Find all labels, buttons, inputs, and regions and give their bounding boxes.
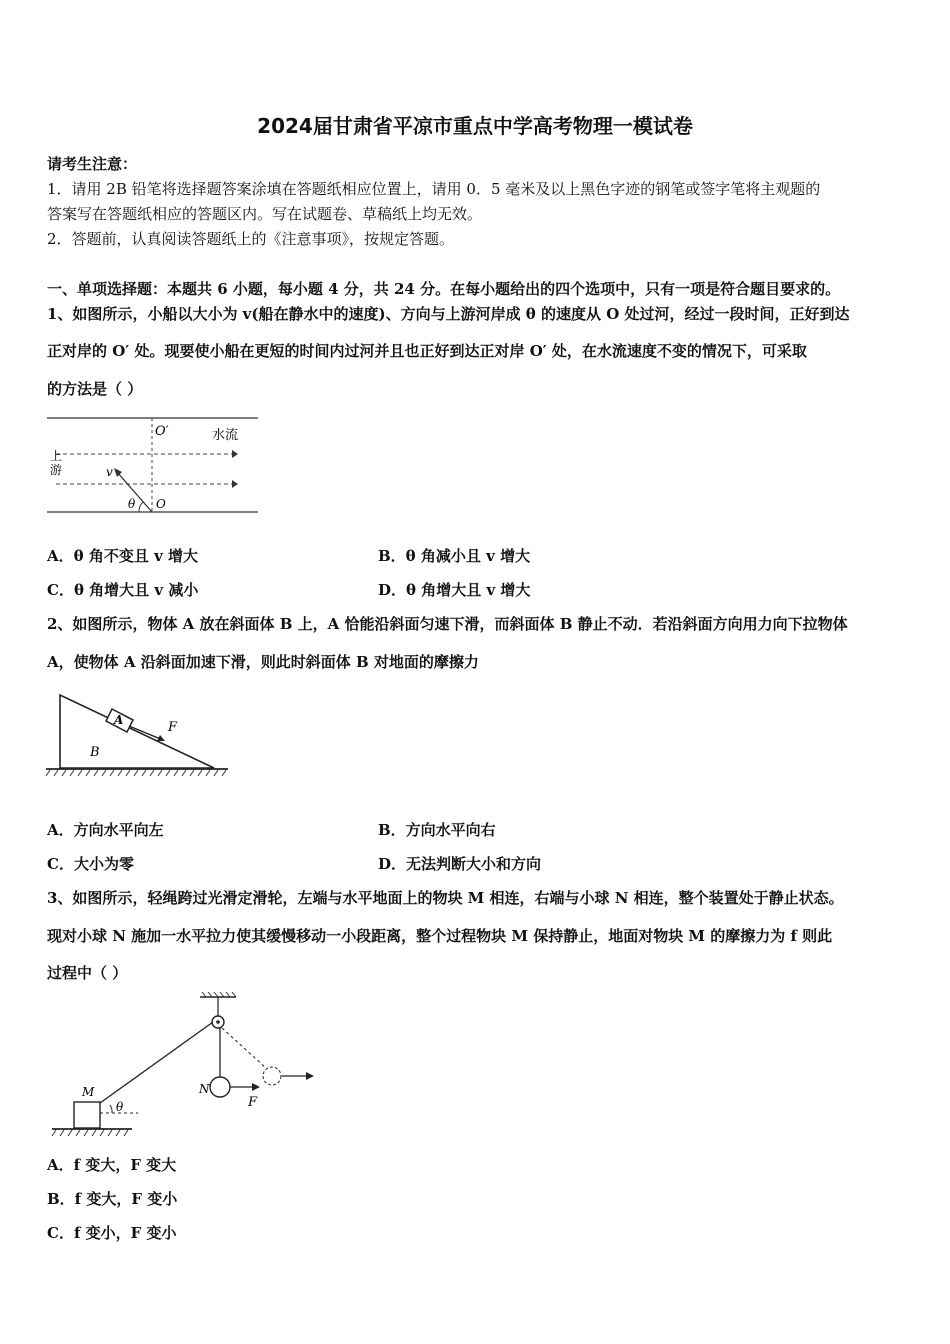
flow-arrow-1	[232, 450, 238, 458]
label-m: M	[82, 1085, 95, 1099]
q1-option-a[interactable]: A．θ 角不变且 v 增大	[47, 547, 199, 565]
ball-n-moved	[263, 1067, 281, 1085]
notice-line-2: 2．答题前，认真阅读答题纸上的《注意事项》，按规定答题。	[47, 230, 455, 248]
label-o-prime: O′	[155, 424, 169, 439]
label-o: O	[156, 497, 166, 511]
q2-incline-figure	[44, 688, 234, 780]
notice-line-1b: 答案写在答题纸相应的答题区内。写在试题卷、草稿纸上均无效。	[47, 205, 483, 223]
q1-option-c[interactable]: C．θ 角增大且 v 减小	[47, 581, 199, 599]
label-f: F	[248, 1095, 258, 1110]
force-f-line	[129, 726, 163, 740]
notice-line-1a: 1．请用 2B 铅笔将选择题答案涂填在答题纸相应位置上，请用 0．5 毫米及以上黑色字迹的钢笔或签字笔将主观题的	[47, 180, 821, 198]
label-a: A	[114, 713, 124, 727]
q3-option-a[interactable]: A．f 变大，F 变大	[47, 1156, 177, 1174]
q1-option-b[interactable]: B．θ 角减小且 v 增大	[378, 547, 531, 565]
rope-dashed	[222, 1028, 266, 1068]
q3-line-1: 3、如图所示，轻绳跨过光滑定滑轮，左端与水平地面上的物块 M 相连，右端与小球 N 相连，整个装置处于静止状态。	[47, 889, 844, 907]
incline-b	[60, 695, 214, 768]
theta-arc	[110, 1105, 112, 1113]
label-water: 水流	[212, 428, 239, 443]
label-up-2: 游	[50, 463, 63, 477]
notice-heading: 请考生注意：	[47, 155, 138, 173]
q2-option-a[interactable]: A．方向水平向左	[47, 821, 164, 839]
rope-left	[100, 1022, 213, 1103]
q2-line-2: A，使物体 A 沿斜面加速下滑，则此时斜面体 B 对地面的摩擦力	[47, 653, 479, 671]
q1-option-d[interactable]: D．θ 角增大且 v 增大	[378, 581, 531, 599]
block-m	[74, 1102, 100, 1128]
label-theta: θ	[116, 1100, 124, 1114]
q3-option-c[interactable]: C．f 变小，F 变小	[47, 1224, 177, 1242]
section-heading: 一、单项选择题：本题共 6 小题，每小题 4 分，共 24 分。在每小题给出的四个选项中，只有一项是符合题目要求的。	[47, 280, 841, 298]
q3-line-3: 过程中（ ）	[47, 964, 128, 982]
q3-option-b[interactable]: B．f 变大，F 变小	[47, 1190, 178, 1208]
label-up-1: 上	[50, 449, 63, 463]
theta-arc	[139, 502, 143, 512]
q1-river-figure	[44, 408, 264, 518]
q2-option-b[interactable]: B．方向水平向右	[378, 821, 496, 839]
q2-line-1: 2、如图所示，物体 A 放在斜面体 B 上，A 恰能沿斜面匀速下滑，而斜面体 B 静止不动．若沿斜面方向用力向下拉物体	[47, 615, 848, 633]
ground-hatching	[52, 1130, 128, 1136]
pulley-axle	[216, 1020, 220, 1024]
label-n: N	[199, 1082, 210, 1096]
q3-pulley-figure	[44, 990, 324, 1140]
ground-hatching	[46, 770, 226, 776]
label-v: v	[106, 465, 113, 479]
label-theta: θ	[128, 497, 136, 511]
q2-option-c[interactable]: C．大小为零	[47, 855, 134, 873]
moved-force-arrowhead	[306, 1072, 314, 1080]
q1-line-2: 正对岸的 O′ 处。现要使小船在更短的时间内过河并且也正好到达正对岸 O′ 处，在水流速度不变的情况下，可采取	[47, 342, 807, 360]
page-title: 2024届甘肃省平凉市重点中学高考物理一模试卷	[257, 114, 693, 138]
q1-line-1: 1、如图所示，小船以大小为 v(船在静水中的速度)、方向与上游河岸成 θ 的速度从 O 处过河，经过一段时间，正好到达	[47, 305, 850, 323]
force-f-arrowhead	[252, 1083, 260, 1091]
q3-line-2: 现对小球 N 施加一水平拉力使其缓慢移动一小段距离，整个过程物块 M 保持静止，地面对物块 M 的摩擦力为 f 则此	[47, 927, 833, 945]
label-f: F	[168, 720, 178, 735]
label-b: B	[90, 745, 100, 760]
q1-line-3: 的方法是（ ）	[47, 380, 143, 398]
q2-option-d[interactable]: D．无法判断大小和方向	[378, 855, 542, 873]
flow-arrow-2	[232, 480, 238, 488]
ball-n	[210, 1077, 230, 1097]
